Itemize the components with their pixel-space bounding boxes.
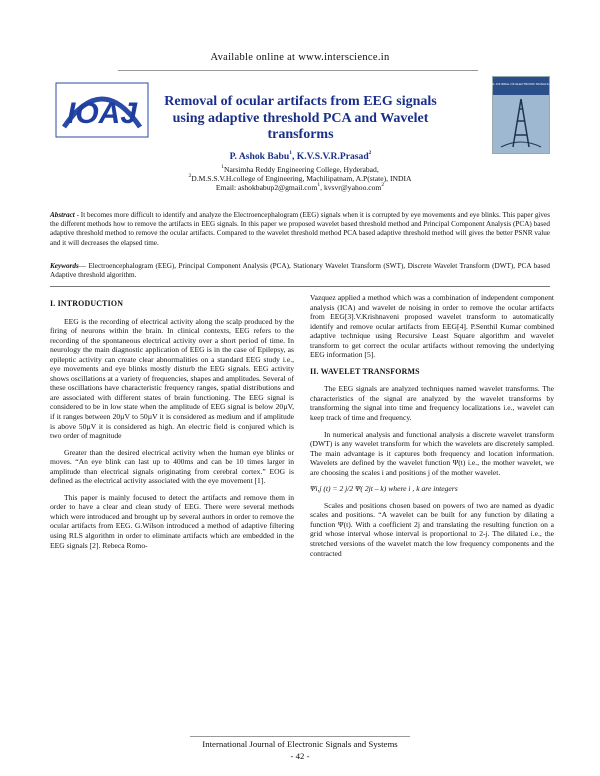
keywords xyxy=(50,262,550,280)
affiliation-2 xyxy=(90,174,510,183)
email-2-sup: 2 xyxy=(381,182,385,188)
author-separator: , xyxy=(291,151,297,162)
author-1: P. Ashok Babu xyxy=(229,151,290,162)
wavelet-equation: Ψi,j (t) = 2 j/2 Ψ( 2jt – k) where i , k are integers xyxy=(310,484,458,494)
keywords-text: — Electroencephalogram (EEG), Principal Component Analysis (PCA), Stationary Wavelet Transform (SWT), Discrete Wavelet Transform (DWT), PCA based Adaptive threshold algorithm. xyxy=(50,262,550,280)
wavelet-paragraph-2: In numerical analysis and functional analysis a discrete wavelet transform (DWT) is any wavelet transform for which the wavelets are discretely sampled. The main advantage is it captures both frequency and location information. Wavelets are defined by the wavelet function Ψ(t) i.e., the mother wavelet, we are choosing the scales i and positions j of the mother wavelet. xyxy=(310,429,554,477)
wavelet-heading: II. WAVELET TRANSFORMS xyxy=(310,366,420,376)
section-divider xyxy=(50,286,550,287)
author-2: K.V.S.V.R.Prasad xyxy=(296,151,369,162)
abstract-label: Abstract xyxy=(50,211,75,219)
cover-graphic xyxy=(471,77,571,153)
author-2-sup: 2 xyxy=(368,150,372,156)
affiliation-2-text: D.M.S.S.V.H.college of Engineering, Machilipatnam, A.P(state), INDIA xyxy=(191,174,412,183)
logo-text: IOAJ xyxy=(66,97,138,130)
abstract xyxy=(50,211,550,248)
intro-paragraph-3: This paper is mainly focused to detect the artifacts and remove them in order to have a clear and clean study of EEG. There were several methods which were introduced and brought up by several authors in order to remove the ocular artifacts from EEG. G.Wilson introduced a method of adaptive filtering using RLS algorithm in order to eliminate artifacts which are embedded in the EEG signals [2]. Rebeca Romo- xyxy=(50,492,294,550)
left-column xyxy=(50,299,294,557)
author-1-sup: 1 xyxy=(289,150,292,156)
author-emails xyxy=(90,183,510,192)
authors xyxy=(148,151,453,162)
affiliation-1 xyxy=(120,165,480,174)
email-1: Email: ashokbabup2@gmail.com xyxy=(215,183,318,192)
intro-paragraph-1: EEG is the recording of electrical activity along the scalp produced by the firing of neurons within the brain. In clinical contexts, EEG refers to the recording of the spontaneous electrical activity over a short period of time. In neurology the main diagnostic application of EEG is in the case of Epilepsy, as epileptic activity can create clear abnormalities on a standard EEG study i.e., eye movements and eye blinks mostly disturb the EEG signals. EEG activity shows oscillations at a variety of frequencies, shapes and amplitudes. Several of these oscillations have characteristic frequency ranges, spatial distributions and are associated with different states of brain functioning. The EEG signal is considered to be in low state when the amplitude of EEG signal is below 20µV, if it ranges between 20µV to 50µV it is considered as medium and if amplitude is above 50µV it is considered as high. An electric field is conjured which is two order of magnitude xyxy=(50,316,294,441)
abstract-text: - It becomes more difficult to identify and analyze the Electroencephalogram (EEG) signals when it is corrupted by eye movements and eye blinks. This paper gives the different methods how to remove the artifacts in EEG signals. In this paper we proposed wavelet based threshold method and Principal Component Analysis (PCA) based adaptive threshold method to remove the ocular artifacts. Compared to the wavelet threshold method PCA based adaptive threshold method will gives the better PSNR value and it will decreases the elapsed time. xyxy=(50,211,550,247)
intro-paragraph-4: Vazquez applied a method which was a combination of independent component analysis (ICA) and wavelet de noising in order to remove the ocular artifacts from EEG[3].V.Krishnaveni proposed wavelet transform to automatically identify and remove ocular artifacts from EEG[4]. P.Senthil Kumar combined adaptive technique using Recursive Least Square algorithm and wavelet transform to get correct the ocular artifacts without removing the underlying EEG information [5]. xyxy=(310,293,554,360)
journal-name: International Journal of Electronic Signals and Systems xyxy=(202,739,398,749)
affiliation-2-sup: 2 xyxy=(188,173,192,179)
header-rule xyxy=(118,70,478,71)
email-2: , kvsvr@yahoo.com xyxy=(320,183,382,192)
right-column xyxy=(310,293,554,565)
affiliation-1-sup: 1 xyxy=(221,164,224,170)
journal-cover-image xyxy=(471,76,571,154)
intro-paragraph-2: Greater than the desired electrical activity when the human eye blinks or moves. “An eye blink can last up to 400ms and can be 10 times larger in amplitude than electrical signals originating from cerebral cortex.” EOG is defined as the electrical activity associated with the eye movement [1]. xyxy=(50,447,294,486)
availability-notice: Available online at www.interscience.in xyxy=(210,52,390,63)
wavelet-paragraph-1: The EEG signals are analyzed techniques named wavelet transforms. The characteristics of the signal are analyzed by the wavelet transforms by transforming the signal into time and frequency localizations i.e., wavelet can keep track of time and frequency. xyxy=(310,384,554,423)
ioaj-logo-graphic xyxy=(50,77,154,143)
introduction-heading: I. INTRODUCTION xyxy=(50,299,124,308)
page-number: - 42 - xyxy=(290,751,310,761)
footer-rule xyxy=(190,736,410,737)
cover-label: INTERNATIONAL JOURNAL OF ELECTRONIC SIGNALS AND SYSTEMS xyxy=(471,82,571,86)
wavelet-paragraph-3: Scales and positions chosen based on powers of two are named as dyadic scales and positions. “A wavelet can be built for any function by dilating a function Ψ(t). With a coefficient 2j and translating the resulting function on a grid whose interval whose interval is proportional to 2-j. The dilated i.e., the stretched versions of the wavelet match the low frequency components and the contracted xyxy=(310,500,554,558)
email-1-sup: 1 xyxy=(317,182,321,188)
journal-logo xyxy=(50,77,154,143)
affiliation-1-text: Narsimha Reddy Engineering College, Hyderabad, xyxy=(223,165,379,174)
paper-title: Removal of ocular artifacts from EEG signals using adaptive threshold PCA and Wavelet transforms xyxy=(164,94,437,142)
keywords-label: Keywords xyxy=(50,262,79,270)
